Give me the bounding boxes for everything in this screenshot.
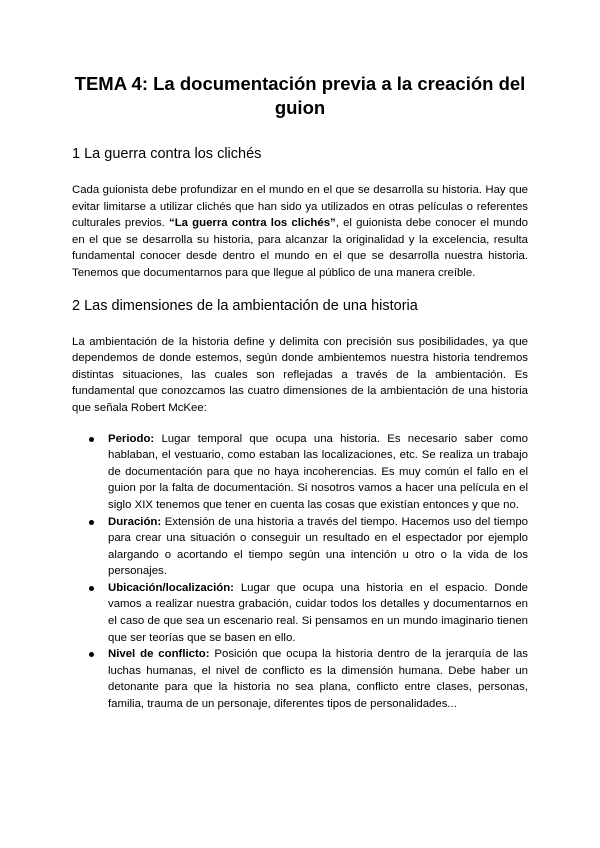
list-item-term: Ubicación/localización: — [108, 581, 234, 594]
section-heading-dimensiones: 2 Las dimensiones de la ambientación de una historia — [72, 297, 418, 314]
list-item-text: Extensión de una historia a través del tiempo. Hacemos uso del tiempo para crear una situación o conseguir un resultado en el espectador por ejemplo alargando o acortando el tiempo según una intención u otro o la vida de los personajes. — [108, 515, 528, 578]
list-item-periodo — [108, 431, 528, 514]
section-paragraph-cliches — [72, 182, 528, 282]
list-item-term: Duración: — [108, 515, 162, 528]
list-item-duracion — [108, 514, 528, 580]
bullet-icon — [89, 520, 94, 525]
bullet-icon — [89, 652, 94, 657]
list-item-text: Lugar que ocupa una historia en el espacio. Donde vamos a realizar nuestra grabación, cuidar todos los detalles y documentarnos en el caso de que sea un escenario real. Si pensamos en un mundo imaginario tienen que ser teorías que se basen en ello. — [108, 581, 528, 644]
list-item-text: Posición que ocupa la historia dentro de la jerarquía de las luchas humanas, el nivel de conflicto es la dimensión humana. Debe haber un detonante para que la historia no sea plana, conflicto entre clases, personas, familia, trauma de un personaje, diferentes tipos de personalidades... — [108, 648, 528, 711]
list-item-term: Periodo: — [108, 432, 155, 445]
paragraph-bold-quote: “La guerra contra los clichés” — [169, 217, 336, 230]
list-item-ubicacion — [108, 580, 528, 646]
list-item-text: Lugar temporal que ocupa una historia. Es necesario saber como hablaban, el vestuario, como estaban las localizaciones, etc. Se realiza un trabajo de documentación para que no haya incoherencias. Es muy común el fallo en el guion por la falta de documentación. Si nosotros vamos a hacer una película en el siglo XIX tenemos que tener en cuenta las cosas que existían entonces y que no. — [108, 432, 528, 511]
bullet-icon — [89, 586, 94, 591]
paragraph-text: Cada guionista debe profundizar en el mundo en el que se desarrolla su historia. Hay que evitar limitarse a utilizar clichés que han sido ya utilizados en otras películas o referentes culturales previos. — [72, 184, 528, 230]
dimensions-list — [72, 431, 528, 713]
document-title: TEMA 4: La documentación previa a la creación del guion — [74, 73, 526, 118]
list-item-term: Nivel de conflicto: — [108, 648, 210, 661]
section-paragraph-dimensiones: La ambientación de la historia define y delimita con precisión sus posibilidades, ya que dependemos de donde estemos, según donde ambientemos nuestra historia tendremos distintas situaciones, las cuales son reflejadas a través de la ambientación. Es fundamental que conozcamos las cuatro dimensiones de la ambientación de una historia que señala Robert McKee: — [72, 335, 528, 414]
bullet-icon — [89, 437, 94, 442]
section-heading-cliches: 1 La guerra contra los clichés — [72, 146, 262, 162]
paragraph-text: , el guionista debe conocer el mundo en el que se desarrolla su historia, para alcanzar la originalidad y la excelencia, resulta fundamental conocer desde dentro el mundo en el que se desarrolla nuestra historia. Tenemos que documentarnos para que llegue al público de una manera creíble. — [72, 217, 528, 279]
list-item-nivel-conflicto — [108, 646, 528, 712]
